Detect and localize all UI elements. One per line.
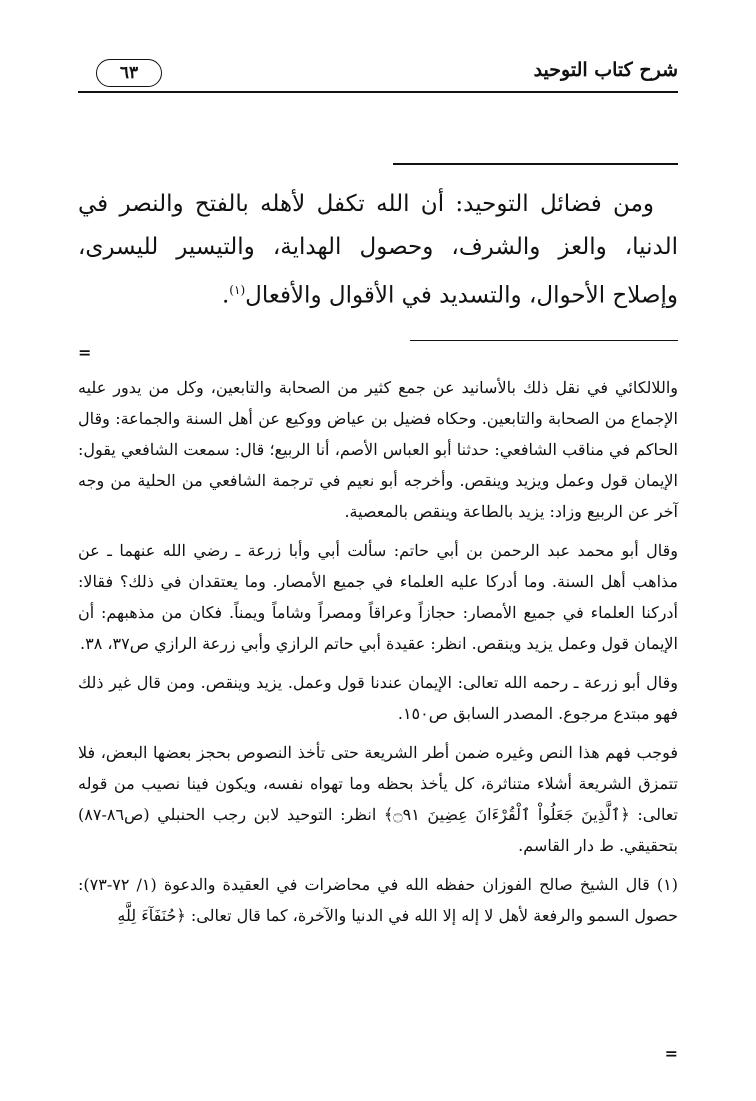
footnote-paragraph: فوجب فهم هذا النص وغيره ضمن أطر الشريعة حتى تأخذ النصوص بحجز بعضها البعض، فلا تتمزق الشريعة أشلاء متناثرة، كل يأخذ بحظه وما تهواه نفسه، ويكون فينا نصيب من قوله تعالى: ﴿ٱلَّذِينَ جَعَلُواْ ٱلْقُرْءَانَ عِضِينَ ۝٩١﴾ انظر: التوحيد لابن رجب الحنبلي (ص٨٦-٨٧) بتحقيقي. ط دار القاسم. [78,743,678,855]
footnote-paragraph: واللالكائي في نقل ذلك بالأسانيد عن جمع كثير من الصحابة والتابعين، وكل من يدور عليه الإجماع من الصحابة والتابعين. وحكاه فضيل بن عياض ووكيع عن أهل السنة والجماعة: وقال الحاكم في مناقب الشافعي: حدثنا أبو العباس الأصم، أنا الربيع؛ قال: سمعت الشافعي يقول: الإيمان قول وعمل ويزيد وينقص. وأخرجه أبو نعيم في ترجمة الشافعي من الحلية من وجه آخر عن الربيع وزاد: يزيد بالطاعة وينقص بالمعصية. [78,378,678,521]
footnote-ref: (١) [229,283,246,297]
running-title: شرح كتاب التوحيد [533,59,678,81]
footnotes [78,372,678,939]
main-text [78,183,678,318]
main-paragraph: ومن فضائل التوحيد: أن الله تكفل لأهله بالفتح والنصر في الدنيا، والعز والشرف، وحصول الهداية، والتيسير لليسرى، وإصلاح الأحوال، والتسديد في الأقوال والأفعال$^{(١)}$. [78,191,678,309]
footnote-1-text: قال الشيخ صالح الفوزان حفظه الله في محاضرات في العقيدة والدعوة (١/ ٧٢-٧٣): حصول السمو والرفعة لأهل لا إله إلا الله في الدنيا والآخرة، كما قال تعالى: ﴿حُنَفَآءَ لِلَّهِ [78,875,678,925]
top-divider [393,163,678,165]
page-header [78,55,678,93]
page-number: ٦٣ [96,59,162,87]
footnote-paragraph: وقال أبو محمد عبد الرحمن بن أبي حاتم: سألت أبي وأبا زرعة ـ رضي الله عنهما ـ عن مذاهب أهل السنة. وما أدركا عليه العلماء في جميع الأمصار. وما يعتقدان في ذلك؟ فقالا: أدركنا العلماء في جميع الأمصار: حجازاً وعراقاً ومصراً وشاماً ويمناً. فكان من مذهبهم: أن الإيمان قول وعمل يزيد وينقص. انظر: عقيدة أبي حاتم الرازي وأبي زرعة الرازي ص٣٧، ٣٨. [78,541,678,653]
footnote-divider [410,340,678,341]
footnote-continuation-mark: = [78,343,92,362]
footnote-paragraph: وقال أبو زرعة ـ رحمه الله تعالى: الإيمان عندنا قول وعمل. يزيد وينقص. ومن قال غير ذلك فهو مبتدع مرجوع. المصدر السابق ص١٥٠. [78,673,678,723]
bottom-continuation-mark: = [664,1044,678,1063]
footnote-number: (١) [656,875,678,894]
footnote-1 [78,869,678,931]
